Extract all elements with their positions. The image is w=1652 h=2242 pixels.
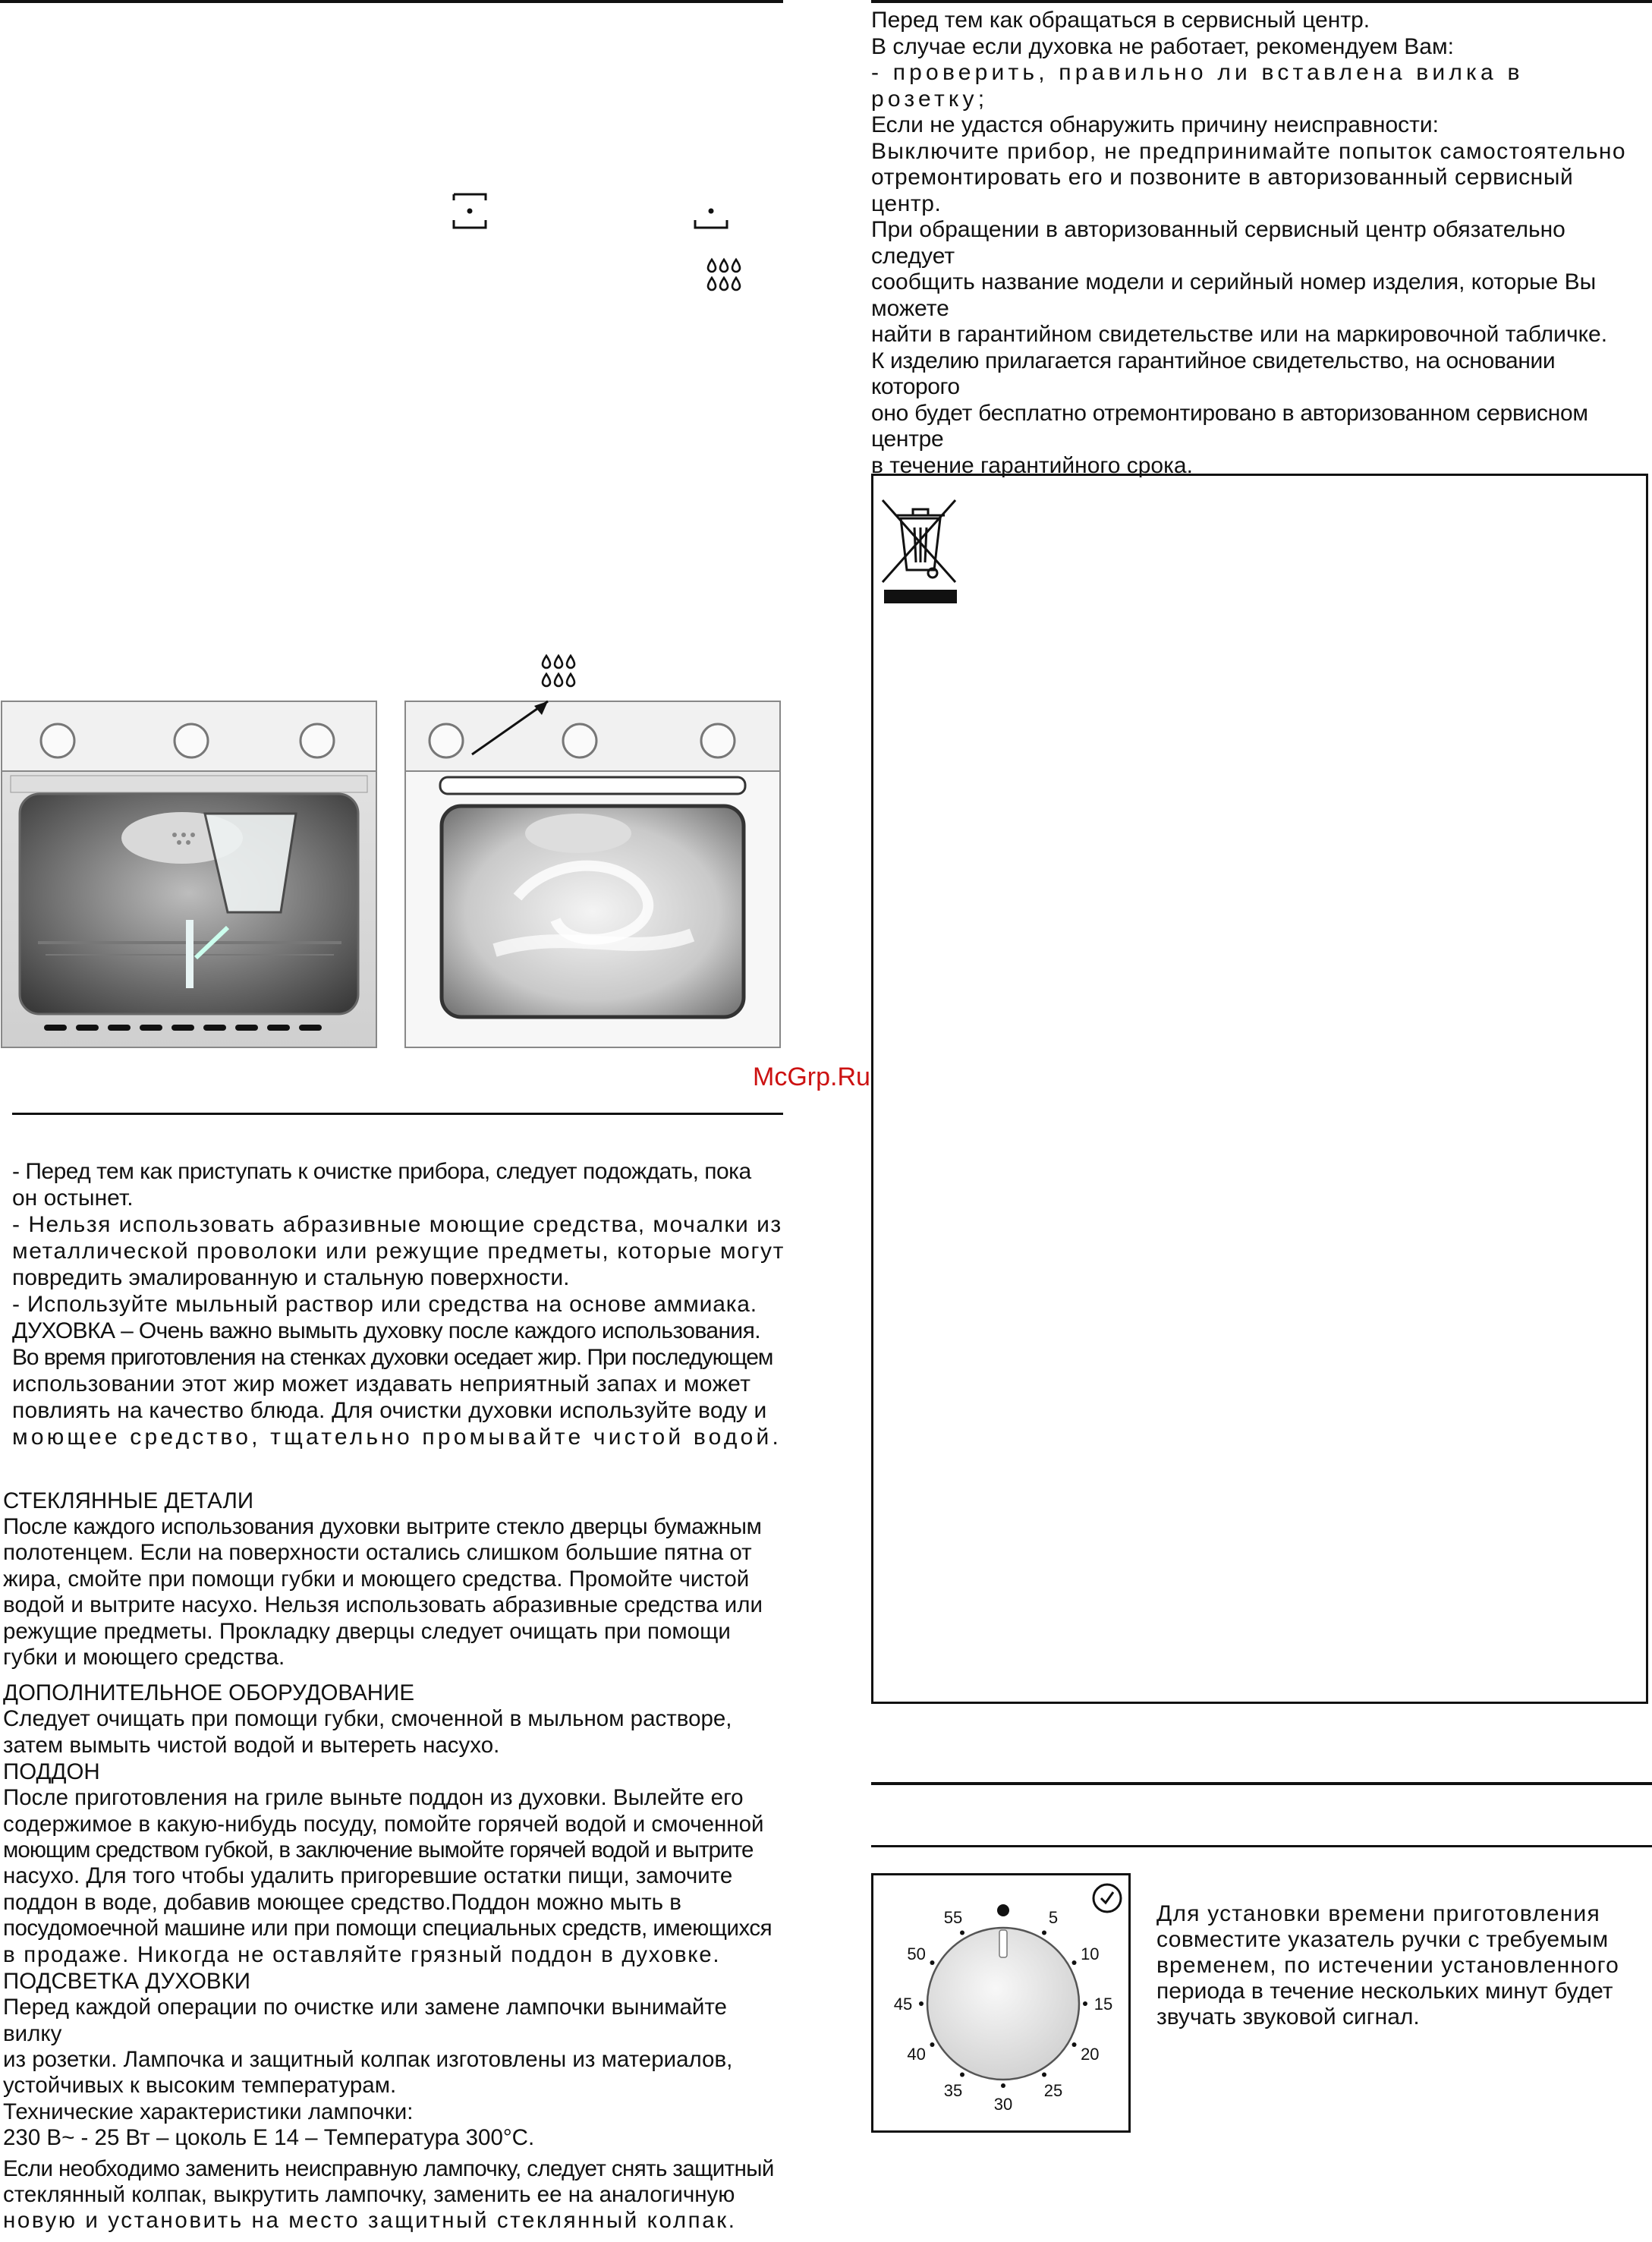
tray-title: ПОДДОН: [3, 1759, 100, 1785]
crossed-bin-icon: [879, 497, 963, 603]
dial-tick: [1072, 1960, 1077, 1965]
top-rule-right: [871, 0, 1652, 3]
watermark: McGrp.Ru: [753, 1063, 870, 1091]
light-line: Перед каждой операции по очистке или замене лампочки вынимайте вилку: [3, 1995, 727, 2046]
steam-drops-icon: [540, 653, 577, 691]
cleaning-line: повредить эмалированную и стальную поверхности.: [12, 1265, 570, 1290]
glass-line: режущие предметы. Прокладку дверцы следует очищать при помощи: [3, 1618, 731, 1644]
cleaning-line: использовании этот жир может издавать неприятный запах и может: [12, 1371, 751, 1397]
dial-label-15: 15: [1093, 1995, 1113, 2014]
light-line: 230 В~ - 25 Вт – цоколь Е 14 – Температура 300°С.: [3, 2125, 535, 2151]
tray-line: насухо. Для того чтобы удалить пригоревшие остатки пищи, замочите: [3, 1863, 733, 1889]
oven-water-pouring-illustration: [0, 700, 378, 1049]
service-line: К изделию прилагается гарантийное свидетельство, на основании которого: [871, 348, 1556, 399]
glass-title: СТЕКЛЯННЫЕ ДЕТАЛИ: [3, 1488, 254, 1513]
disposal-info-box: [871, 474, 1648, 1704]
cleaning-line: моющее средство, тщательно промывайте чистой водой.: [12, 1425, 782, 1450]
cleaning-line: - Используйте мыльный раствор или средства на основе аммиака.: [12, 1292, 757, 1317]
tray-line: моющим средством губкой, в заключение вымойте горячей водой и вытрите: [3, 1837, 754, 1863]
steam-drops-icon: [706, 257, 742, 294]
cleaning-line: он остынет.: [12, 1186, 134, 1211]
dial-tick: [1083, 2001, 1087, 2006]
dial-label-40: 40: [907, 2045, 926, 2064]
dial-tick: [1001, 2083, 1005, 2088]
cleaning-line: - Нельзя использовать абразивные моющие средства, мочалки из: [12, 1212, 782, 1237]
light-line: из розетки. Лампочка и защитный колпак изготовлены из материалов,: [3, 2046, 733, 2072]
service-line: найти в гарантийном свидетельстве или на маркировочной табличке.: [871, 322, 1608, 347]
cleaning-line: Во время приготовления на стенках духовки оседает жир. При последующем: [12, 1345, 773, 1370]
upper-lower-heat-icon: [451, 190, 489, 232]
timer-line: периода в течение нескольких минут будет: [1156, 1979, 1613, 2004]
timer-line: Для установки времени приготовления: [1156, 1901, 1600, 1926]
dial-tick: [1072, 2042, 1077, 2047]
glass-line: губки и моющего средства.: [3, 1645, 285, 1670]
cleaning-line: - Перед тем как приступать к очистке прибора, следует подождать, пока: [12, 1159, 751, 1184]
timer-top-rule: [871, 1782, 1652, 1785]
service-line: Если не удастся обнаружить причину неисправности:: [871, 112, 1439, 137]
service-line: Выключите прибор, не предпринимайте попыток самостоятельно: [871, 138, 1626, 164]
tray-line: После приготовления на гриле выньте поддон из духовки. Вылейте его: [3, 1785, 744, 1811]
light-line: Если необходимо заменить неисправную лампочку, следует снять защитный: [3, 2155, 774, 2181]
service-line: в течение гарантийного срока.: [871, 452, 1193, 478]
timer-line: звучать звуковой сигнал.: [1156, 2004, 1420, 2029]
cleaning-line: металлической проволоки или режущие предметы, которые могут: [12, 1239, 785, 1264]
spacer: [3, 1670, 785, 1680]
service-line: - проверить, правильно ли вставлена вилка в розетку;: [871, 60, 1524, 112]
dial-label-10: 10: [1081, 1944, 1100, 1963]
timer-description: [1156, 1901, 1650, 2030]
cleaning-intro: [12, 1158, 786, 1450]
glass-line: жира, смойте при помощи губки и моющего средства. Промойте чистой: [3, 1566, 750, 1592]
dial-label-55: 55: [943, 1907, 963, 1927]
extra-line: Следует очищать при помощи губки, смоченной в мыльном растворе,: [3, 1706, 732, 1732]
dial-label-25: 25: [1043, 2081, 1063, 2101]
timer-second-rule: [871, 1845, 1652, 1847]
timer-line: временем, по истечении установленного: [1156, 1953, 1619, 1978]
service-text: [871, 8, 1649, 479]
oven-steam-cleaning-illustration: [404, 700, 782, 1049]
dial-tick: [919, 2001, 924, 2006]
service-line: сообщить название модели и серийный номер изделия, которые Вы можете: [871, 269, 1597, 321]
dial-label-5: 5: [1048, 1907, 1059, 1927]
top-rule-left: [0, 0, 783, 3]
service-line: Перед тем как обращаться в сервисный центр.: [871, 8, 1370, 33]
cleaning-line: ДУХОВКА – Очень важно вымыть духовку после каждого использования.: [12, 1318, 760, 1343]
dial-tick: [930, 1960, 934, 1965]
service-line: При обращении в авторизованный сервисный центр обязательно следует: [871, 217, 1565, 269]
service-line: оно будет бесплатно отремонтировано в авторизованном сервисном центре: [871, 400, 1588, 452]
light-line: новую и установить на место защитный стеклянный колпак.: [3, 2208, 737, 2234]
tray-line: содержимое в какую-нибудь посуду, помойте горячей водой и смоченной: [3, 1811, 764, 1837]
glass-line: После каждого использования духовки вытрите стекло дверцы бумажным: [3, 1514, 762, 1539]
light-line: стеклянный колпак, выкрутить лампочку, заменить ее на аналогичную: [3, 2181, 735, 2207]
service-line: отремонтировать его и позвоните в авторизованный сервисный центр.: [871, 165, 1574, 216]
glass-line: водой и вытрите насухо. Нельзя использовать абразивные средства или: [3, 1592, 763, 1618]
cleaning-line: повлиять на качество блюда. Для очистки духовки используйте воду и: [12, 1398, 767, 1423]
dial-tick: [1042, 1930, 1046, 1935]
extra-line: затем вымыть чистой водой и вытереть насухо.: [3, 1732, 500, 1758]
dial-tick: [1042, 2073, 1046, 2077]
timer-line: совместите указатель ручки с требуемым: [1156, 1927, 1609, 1952]
lower-heat-icon: [692, 203, 730, 232]
extra-title: ДОПОЛНИТЕЛЬНОЕ ОБОРУДОВАНИЕ: [3, 1680, 414, 1706]
dial-label-30: 30: [993, 2095, 1013, 2114]
timer-knob[interactable]: [904, 1904, 1103, 2103]
dial-label-50: 50: [907, 1944, 926, 1963]
tray-line: посудомоечной машине или при помощи специальных средств, имеющихся: [3, 1916, 773, 1941]
dial-label-45: 45: [893, 1995, 913, 2014]
light-line: устойчивых к высоким температурам.: [3, 2073, 397, 2099]
dial-tick: [960, 1930, 964, 1935]
dial-label-20: 20: [1081, 2045, 1100, 2064]
tray-line: в продаже. Никогда не оставляйте грязный поддон в духовке.: [3, 1941, 721, 1967]
cleaning-details: [3, 1488, 785, 2234]
light-title: ПОДСВЕТКА ДУХОВКИ: [3, 1969, 250, 1995]
timer-dial-box: [871, 1873, 1131, 2133]
dial-tick: [930, 2042, 934, 2047]
tray-line: поддон в воде, добавив моющее средство.Поддон можно мыть в: [3, 1889, 681, 1915]
service-line: В случае если духовка не работает, рекомендуем Вам:: [871, 33, 1454, 59]
glass-line: полотенцем. Если на поверхности остались слишком большие пятна от: [3, 1540, 752, 1566]
light-line: Технические характеристики лампочки:: [3, 2099, 414, 2124]
cleaning-top-rule: [12, 1113, 783, 1115]
dial-tick: [960, 2073, 964, 2077]
dial-label-35: 35: [943, 2081, 963, 2101]
